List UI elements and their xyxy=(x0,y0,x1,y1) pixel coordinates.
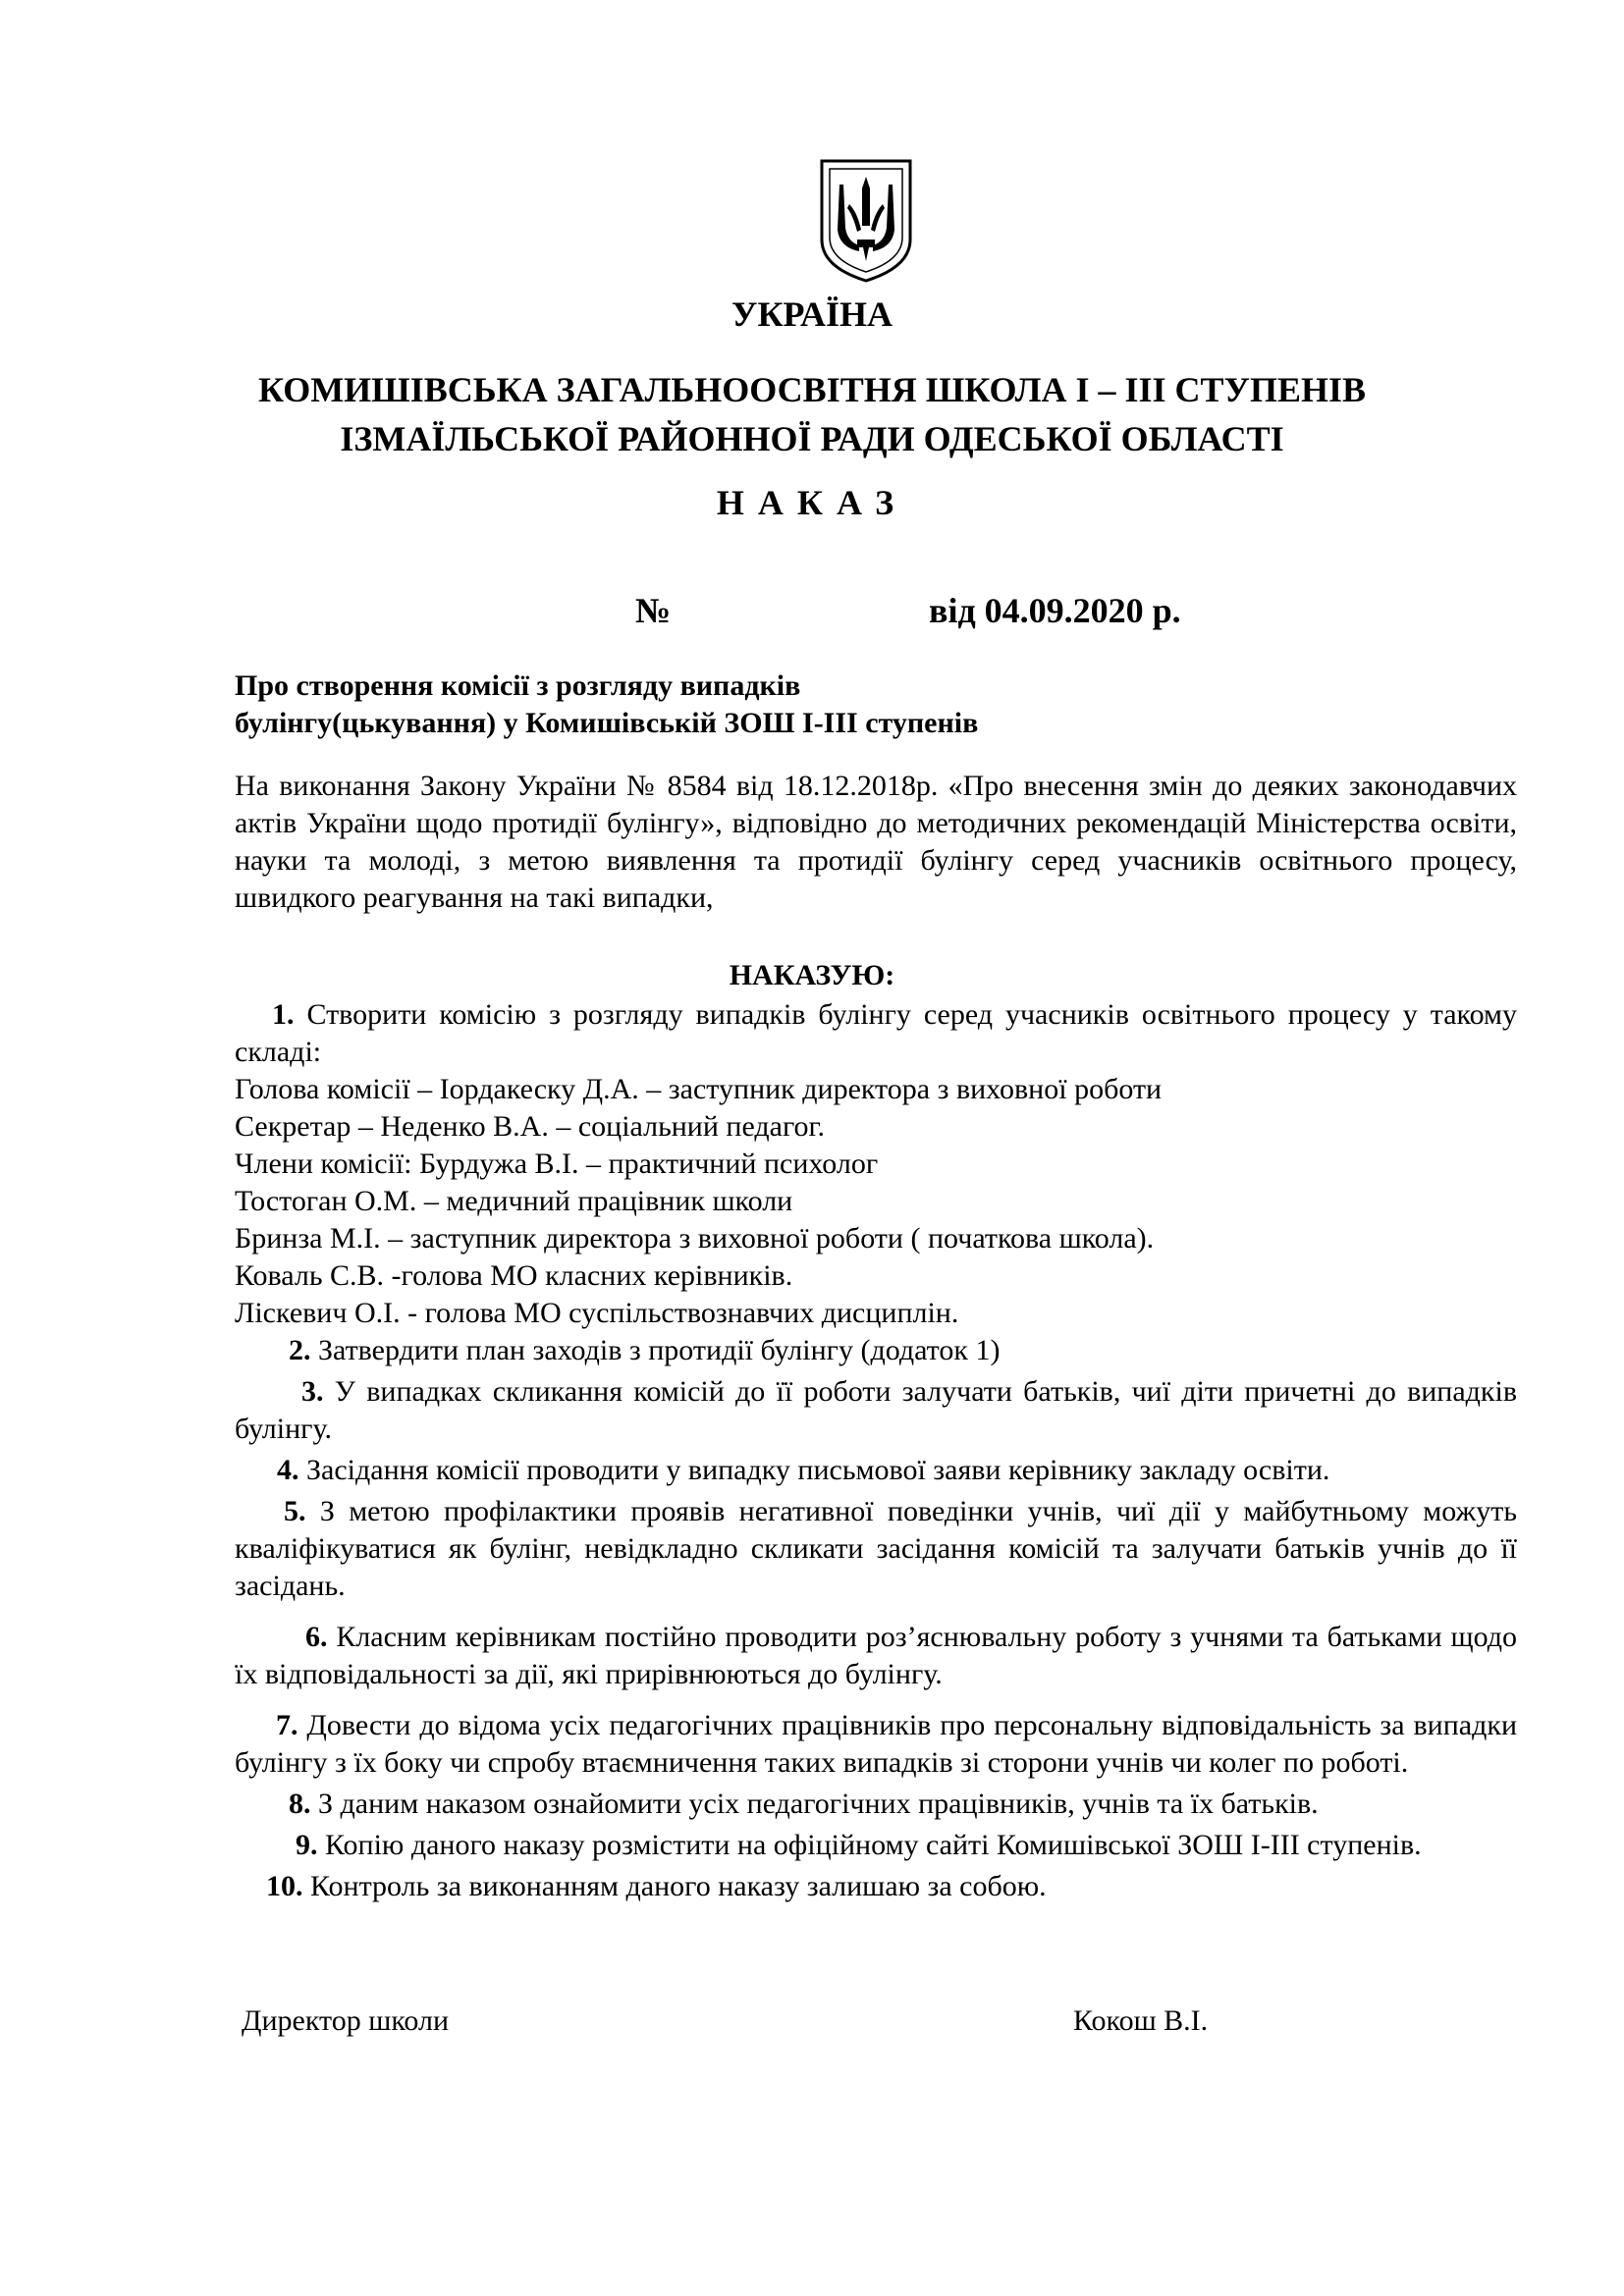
order-body xyxy=(235,996,1517,1905)
order-preamble: На виконання Закону України № 8584 від 18.12.2018р. «Про внесення змін до деяких законодавчих актів України щодо протидії булінгу», відповідно до методичних рекомендацій Міністерства освіти, науки та молоді, з метою виявлення та протидії булінгу серед учасників освітнього процесу, швидкого реагування на такі випадки, xyxy=(235,770,1517,914)
item-text: Створити комісію з розгляду випадків булінгу серед учасників освітнього процесу у такому складі: xyxy=(235,998,1517,1068)
committee-member: Коваль С.В. -голова МО класних керівників. xyxy=(235,1259,793,1292)
item-number: 7. xyxy=(276,1709,298,1741)
order-number-label: № xyxy=(635,591,672,630)
committee-member: Ліскевич О.І. - голова МО суспільствознавчих дисциплін. xyxy=(235,1297,959,1329)
signature-name: Кокош В.І. xyxy=(1073,2004,1209,2037)
coat-of-arms-emblem xyxy=(818,157,914,285)
country-title: УКРАЇНА xyxy=(731,294,893,334)
item-text: Контроль за виконанням даного наказу залишаю за собою. xyxy=(302,1870,1047,1902)
order-item-2 xyxy=(235,1332,1517,1369)
item-number: 6. xyxy=(305,1621,328,1653)
item-text: Класним керівникам постійно проводити роз’яснювальну роботу з учнями та батьками щодо їх відповідальності за дії, які прирівнюються до булінгу. xyxy=(235,1621,1517,1690)
item-text: Затвердити план заходів з протидії булінгу (додаток 1) xyxy=(310,1334,1001,1366)
signature-title: Директор школи xyxy=(242,2004,450,2037)
order-item-9 xyxy=(235,1827,1517,1864)
item-text: Копію даного наказу розмістити на офіційному сайті Комишівської ЗОШ І-ІІІ ступенів. xyxy=(317,1829,1422,1861)
item-text: Довести до відома усіх педагогічних працівників про персональну відповідальність за випадки булінгу з їх боку чи спробу втаємничення таких випадків зі сторони учнів чи колег по роботі. xyxy=(235,1709,1517,1779)
order-item-10 xyxy=(235,1868,1517,1905)
document-type: НАКАЗ xyxy=(716,483,908,522)
order-item-3 xyxy=(235,1373,1517,1448)
item-number: 10. xyxy=(266,1870,303,1902)
subject-line-2: булінгу(цькування) у Комишівській ЗОШ І-ІІІ ступенів xyxy=(235,707,979,739)
school-name-line-1: КОМИШІВСЬКА ЗАГАЛЬНООСВІТНЯ ШКОЛА І – ІІІ СТУПЕНІВ xyxy=(257,370,1366,409)
order-item-6 xyxy=(235,1619,1517,1693)
committee-member: Тостоган О.М. – медичний працівник школи xyxy=(235,1185,793,1217)
order-item-8 xyxy=(235,1786,1517,1823)
order-subject xyxy=(235,667,1511,742)
school-name-line-2: ІЗМАЇЛЬСЬКОЇ РАЙОННОЇ РАДИ ОДЕСЬКОЇ ОБЛАСТІ xyxy=(340,419,1284,458)
item-text: Засідання комісії проводити у випадку письмової заяви керівнику закладу освіти. xyxy=(298,1454,1330,1486)
item-text: З даним наказом ознайомити усіх педагогічних працівників, учнів та їх батьків. xyxy=(310,1788,1319,1820)
item-text: У випадках скликання комісій до її роботи залучати батьків, чиї діти причетні до випадків булінгу. xyxy=(235,1375,1517,1445)
trident-coat-of-arms-icon xyxy=(818,157,914,285)
item-number: 5. xyxy=(284,1495,306,1527)
item-number: 9. xyxy=(296,1829,318,1861)
order-date: від 04.09.2020 р. xyxy=(929,591,1181,630)
order-item-7 xyxy=(235,1707,1517,1782)
order-item-4 xyxy=(235,1452,1517,1489)
committee-member: Голова комісії – Іордакеску Д.А. – заступник директора з виховної роботи xyxy=(235,1073,1163,1105)
item-number: 1. xyxy=(272,998,295,1031)
committee-member: Бринза М.І. – заступник директора з виховної роботи ( початкова школа). xyxy=(235,1222,1155,1255)
item-number: 2. xyxy=(289,1334,311,1366)
item-text: З метою профілактики проявів негативної поведінки учнів, чиї дії у майбутньому можуть кваліфікуватися як булінг, невідкладно скликати засідання комісій та залучати батьків учнів до її засідань. xyxy=(235,1495,1517,1602)
committee-member: Секретар – Неденко В.А. – соціальний педагог. xyxy=(235,1110,825,1143)
item-number: 4. xyxy=(277,1454,299,1486)
order-item-1 xyxy=(235,996,1517,1071)
item-number: 8. xyxy=(289,1788,311,1820)
school-name xyxy=(0,365,1624,463)
order-item-5 xyxy=(235,1493,1517,1605)
subject-line-1: Про створення комісії з розгляду випадків xyxy=(235,669,801,702)
item-number: 3. xyxy=(301,1375,324,1408)
orders-heading: НАКАЗУЮ: xyxy=(729,959,895,991)
committee-member: Члени комісії: Бурдужа В.І. – практичний психолог xyxy=(235,1148,879,1180)
